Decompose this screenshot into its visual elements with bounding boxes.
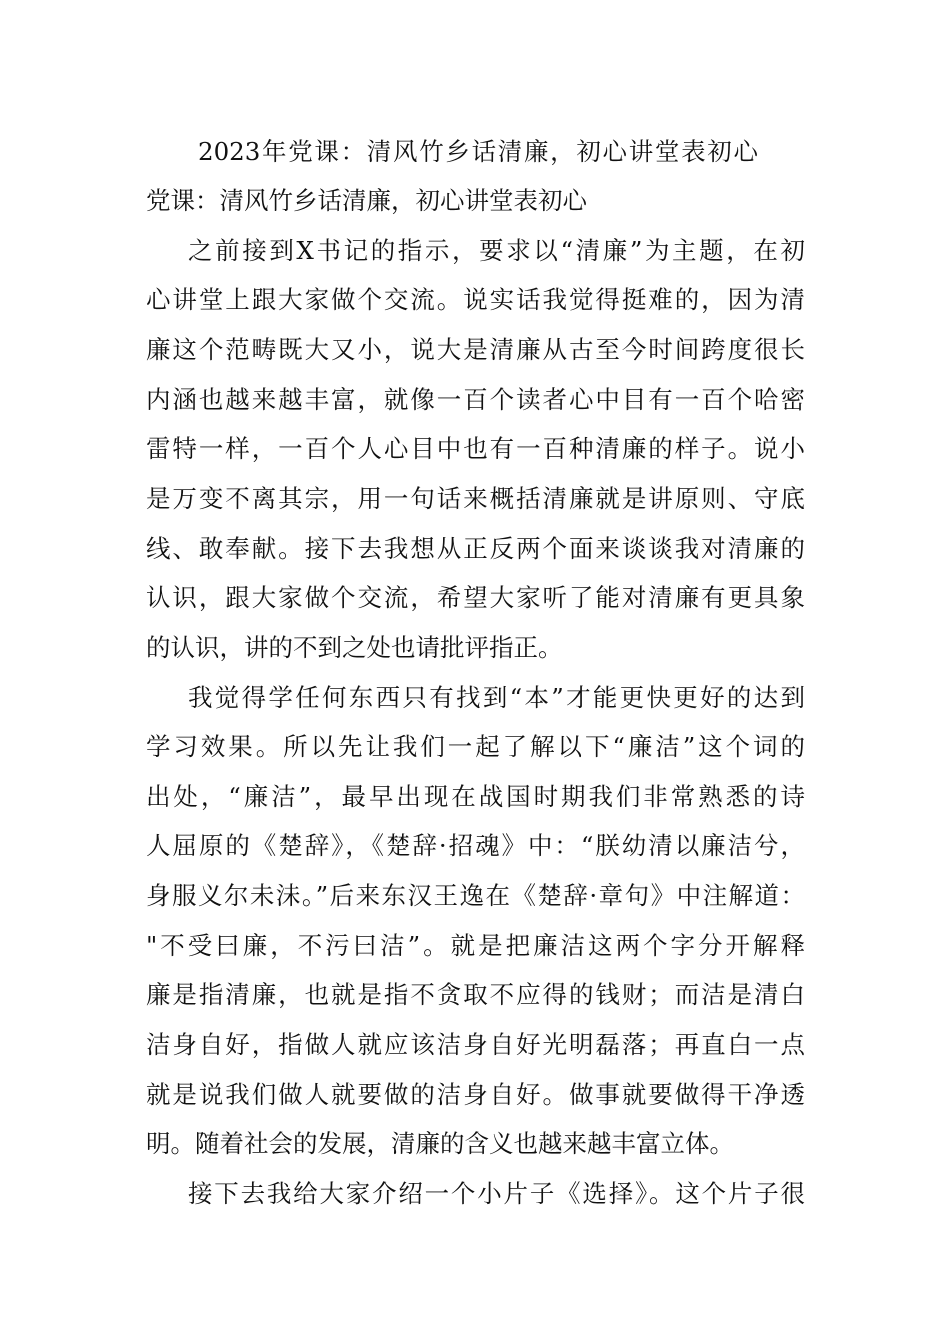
text-line: 雷特一样，一百个人心目中也有一百种清廉的样子。说小: [146, 434, 805, 464]
text-line: 的认识，讲的不到之处也请批评指正。: [146, 632, 563, 662]
text-line: 身服义尔未沬。”后来东汉王逸在《楚辞·章句》中注解道：: [146, 881, 805, 911]
text-line: 明。随着社会的发展，清廉的含义也越来越丰富立体。: [146, 1129, 734, 1159]
text-line: 出处，“廉洁”，最早出现在战国时期我们非常熟悉的诗: [146, 781, 805, 811]
text-line: 线、敢奉献。接下去我想从正反两个面来谈谈我对清廉的: [146, 533, 805, 563]
document-title: 2023年党课：清风竹乡话清廉，初心讲堂表初心: [198, 137, 758, 166]
text-line: 接下去我给大家介绍一个小片子《选择》。这个片子很: [188, 1179, 805, 1208]
text-line: 之前接到X书记的指示，要求以“清廉”为主题，在初: [188, 235, 805, 265]
text-line: 廉这个范畴既大又小，说大是清廉从古至今时间跨度很长: [146, 334, 805, 364]
text-line: 内涵也越来越丰富，就像一百个读者心中目有一百个哈密: [146, 384, 805, 414]
text-line: "不受曰廉，不污曰洁”。就是把廉洁这两个字分开解释: [146, 930, 805, 960]
text-line: 党课：清风竹乡话清廉，初心讲堂表初心: [146, 186, 587, 215]
text-line: 廉是指清廉，也就是指不贪取不应得的钱财；而洁是清白: [146, 980, 805, 1010]
text-line: 洁身自好，指做人就应该洁身自好光明磊落；再直白一点: [146, 1030, 805, 1060]
text-line: 认识，跟大家做个交流，希望大家听了能对清廉有更具象: [146, 583, 805, 613]
text-line: 是万变不离其宗，用一句话来概括清廉就是讲原则、守底: [146, 483, 805, 513]
text-line: 心讲堂上跟大家做个交流。说实话我觉得挺难的，因为清: [146, 285, 805, 315]
text-line: 就是说我们做人就要做的洁身自好。做事就要做得干净透: [146, 1079, 805, 1109]
text-line: 我觉得学任何东西只有找到“本”才能更快更好的达到: [188, 682, 805, 712]
text-line: 学习效果。所以先让我们一起了解以下“廉洁”这个词的: [146, 732, 805, 762]
text-line: 人屈原的《楚辞》，《楚辞·招魂》中：“朕幼清以廉洁兮，: [146, 831, 805, 861]
